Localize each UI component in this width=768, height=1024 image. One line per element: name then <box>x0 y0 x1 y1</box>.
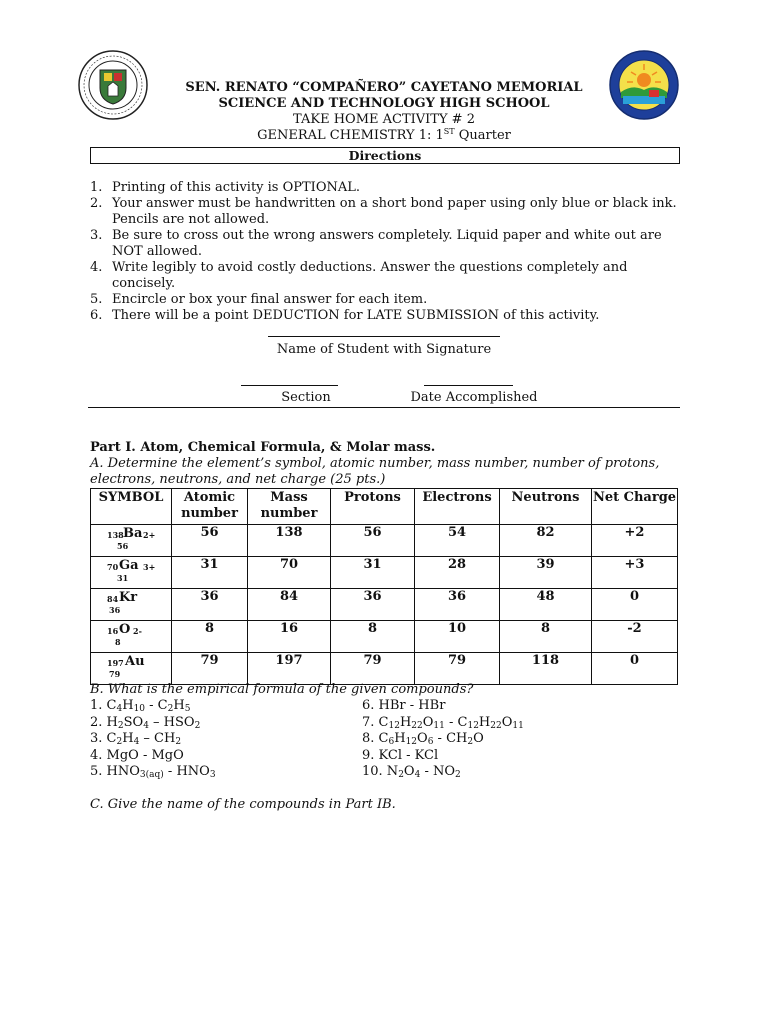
atomic-number-cell: 8 <box>172 621 248 653</box>
isotope-symbol: 70 Ga 3+ 31 <box>91 557 172 589</box>
direction-item: 3. Be sure to cross out the wrong answers completely. Liquid paper and white out are NOT allowed. <box>90 228 662 259</box>
mass-number-cell: 84 <box>248 589 331 621</box>
empirical-formula-item: 1. $C_4H_{10} - C_2H_5$ <box>90 698 191 714</box>
net-charge-cell: -2 <box>592 621 678 653</box>
col-header-mass-number: Mass number <box>248 489 331 525</box>
protons-cell: 56 <box>331 525 415 557</box>
part1a-instruction: A. Determine the element’s symbol, atomic number, mass number, number of protons, electrons, neutrons, and net charge (25 pts.) <box>90 456 660 487</box>
table-row <box>91 557 678 589</box>
neutrons-cell: 8 <box>500 621 592 653</box>
part1b-instruction: B. What is the empirical formula of the given compounds? <box>90 682 474 697</box>
section-line <box>241 385 338 386</box>
col-header-symbol: SYMBOL <box>91 489 172 525</box>
isotope-symbol: 197 Au 79 <box>91 653 172 685</box>
direction-item: 2. Your answer must be handwritten on a short bond paper using only blue or black ink. Pencils are not allowed. <box>90 196 677 227</box>
mass-number-cell: 16 <box>248 621 331 653</box>
electrons-cell: 54 <box>415 525 500 557</box>
section-divider <box>88 407 680 408</box>
protons-cell: 79 <box>331 653 415 685</box>
empirical-formula-item: 7. $C_{12}H_{22}O_{11} - C_{12}H_{22}O_{11}$ <box>362 714 524 731</box>
empirical-formula-item: 6. HBr - HBr <box>362 698 446 713</box>
col-header-atomic-number: Atomic number <box>172 489 248 525</box>
protons-cell: 8 <box>331 621 415 653</box>
element-table <box>90 488 678 685</box>
isotope-symbol: 138 Ba 2+ 56 <box>91 525 172 557</box>
empirical-formula-item: 9. KCl - KCl <box>362 747 439 763</box>
direction-item: 1. Printing of this activity is OPTIONAL. <box>90 180 361 195</box>
col-header-net-charge: Net Charge <box>592 489 678 525</box>
atomic-number-cell: 36 <box>172 589 248 621</box>
empirical-answers-left <box>90 698 216 781</box>
date-line <box>424 385 513 386</box>
net-charge-cell: +2 <box>592 525 678 557</box>
col-header-electrons: Electrons <box>415 489 500 525</box>
empirical-formula-item: 4. MgO - MgO <box>90 747 184 763</box>
school-name-line2: SCIENCE AND TECHNOLOGY HIGH SCHOOL <box>218 96 550 111</box>
name-signature-label: Name of Student with Signature <box>276 342 492 357</box>
name-signature-line <box>268 336 500 337</box>
table-row <box>91 589 678 621</box>
section-label: Section <box>281 390 331 405</box>
empirical-answers-right <box>362 698 524 781</box>
net-charge-cell: +3 <box>592 557 678 589</box>
electrons-cell: 79 <box>415 653 500 685</box>
part1c-instruction: C. Give the name of the compounds in Part IB. <box>90 797 396 812</box>
protons-cell: 31 <box>331 557 415 589</box>
empirical-formula-item: 5. $HNO_{3(aq)} - HNO_3$ <box>90 764 216 780</box>
empirical-formula-item: 10. $N_2O_4 - NO_2$ <box>362 764 461 780</box>
date-label: Date Accomplished <box>410 390 538 405</box>
mass-number-cell: 70 <box>248 557 331 589</box>
col-header-neutrons: Neutrons <box>500 489 592 525</box>
neutrons-cell: 48 <box>500 589 592 621</box>
school-name-line1: SEN. RENATO “COMPAÑERO” CAYETANO MEMORIAL <box>185 80 583 95</box>
atomic-number-cell: 56 <box>172 525 248 557</box>
subject-line: GENERAL CHEMISTRY 1: 1ST Quarter <box>257 127 511 143</box>
electrons-cell: 28 <box>415 557 500 589</box>
empirical-formula-item: 2. $H_2SO_4 - HSO_2$ <box>90 714 201 731</box>
atomic-number-cell: 79 <box>172 653 248 685</box>
directions-list <box>90 180 690 324</box>
isotope-symbol: 16 O 2- 8 <box>91 621 172 653</box>
protons-cell: 36 <box>331 589 415 621</box>
direction-item: 5. Encircle or box your final answer for each item. <box>90 292 428 307</box>
part1-title: Part I. Atom, Chemical Formula, & Molar mass. <box>90 440 436 455</box>
empirical-formula-item: 3. $C_2H_4 - CH_2$ <box>90 731 182 747</box>
mass-number-cell: 197 <box>248 653 331 685</box>
mass-number-cell: 138 <box>248 525 331 557</box>
electrons-cell: 10 <box>415 621 500 653</box>
table-row <box>91 621 678 653</box>
net-charge-cell: 0 <box>592 653 678 685</box>
neutrons-cell: 118 <box>500 653 592 685</box>
net-charge-cell: 0 <box>592 589 678 621</box>
table-row <box>91 653 678 685</box>
electrons-cell: 36 <box>415 589 500 621</box>
direction-item: 4. Write legibly to avoid costly deductions. Answer the questions completely and concisely. <box>90 260 628 291</box>
direction-item: 6. There will be a point DEDUCTION for LATE SUBMISSION of this activity. <box>90 308 600 323</box>
isotope-symbol: 84 Kr 36 <box>91 589 172 621</box>
activity-title: TAKE HOME ACTIVITY # 2 <box>293 112 475 127</box>
directions-title: Directions <box>90 147 680 164</box>
table-row <box>91 525 678 557</box>
neutrons-cell: 39 <box>500 557 592 589</box>
atomic-number-cell: 31 <box>172 557 248 589</box>
neutrons-cell: 82 <box>500 525 592 557</box>
empirical-formula-item: 8. $C_6H_{12}O_6 - CH_2O$ <box>362 731 484 747</box>
col-header-protons: Protons <box>331 489 415 525</box>
